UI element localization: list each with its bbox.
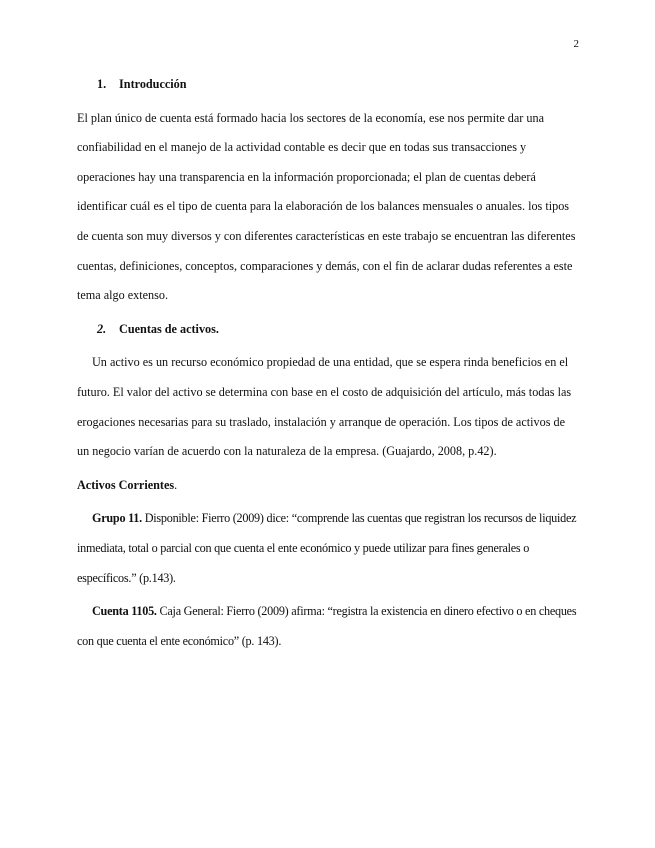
account-1105-text: Caja General: Fierro (2009) afirma: “registra la existencia en dinero efectivo o en cheques con que cuenta el ente económico” (p. 143). <box>77 604 577 648</box>
current-assets-title-text: Activos Corrientes <box>77 477 175 492</box>
intro-heading-title: Introducción <box>119 77 187 91</box>
assets-heading-title: Cuentas de activos. <box>119 321 219 336</box>
assets-paragraph: Un activo es un recurso económico propiedad de una entidad, que se espera rinda beneficios en el futuro. El valor del activo se determina con base en el costo de adquisición del artículo, más todas las erogaciones necesarias para su traslado, instalación y arranque de operación. Los tipos de activos de un negocio varían de acuerdo con la naturaleza de la empresa. (Guajardo, 2008, p.42). <box>77 355 572 459</box>
group-11-label: Grupo 11. <box>92 511 142 526</box>
intro-paragraph: El plan único de cuenta está formado hacia los sectores de la economía, ese nos permite dar una confiabilidad en el manejo de la actividad contable es decir que en todas sus transacciones y operaciones hay una transparencia en la información proporcionada; el plan de cuentas deberá identificar cuál es el tipo de cuenta para la elaboración de los balances mensuales o anuales. los tipos de cuenta son muy diversos y con diferentes características en este trabajo se encuentran las diferentes cuentas, definiciones, conceptos, comparaciones y demás, con el fin de aclarar dudas referentes a este tema algo extenso. <box>77 110 576 303</box>
current-assets-title-dot: . <box>174 477 178 492</box>
assets-heading-number: 2. <box>97 321 107 336</box>
intro-heading-number: 1. <box>97 77 107 91</box>
account-1105-label: Cuenta 1105. <box>92 604 157 619</box>
current-assets-title <box>77 471 580 501</box>
group-11-text: Disponible: Fierro (2009) dice: “comprende las cuentas que registran los recursos de liquidez inmediata, total o parcial con que cuenta el ente económico y puede utilizar para fines generales o específicos.” (p.143). <box>77 511 577 585</box>
account-1105-paragraph <box>77 597 580 656</box>
assets-heading <box>77 315 580 345</box>
document-body <box>77 70 580 656</box>
page-number: 2 <box>573 38 579 50</box>
group-11-paragraph <box>77 504 580 593</box>
intro-heading <box>77 70 580 100</box>
